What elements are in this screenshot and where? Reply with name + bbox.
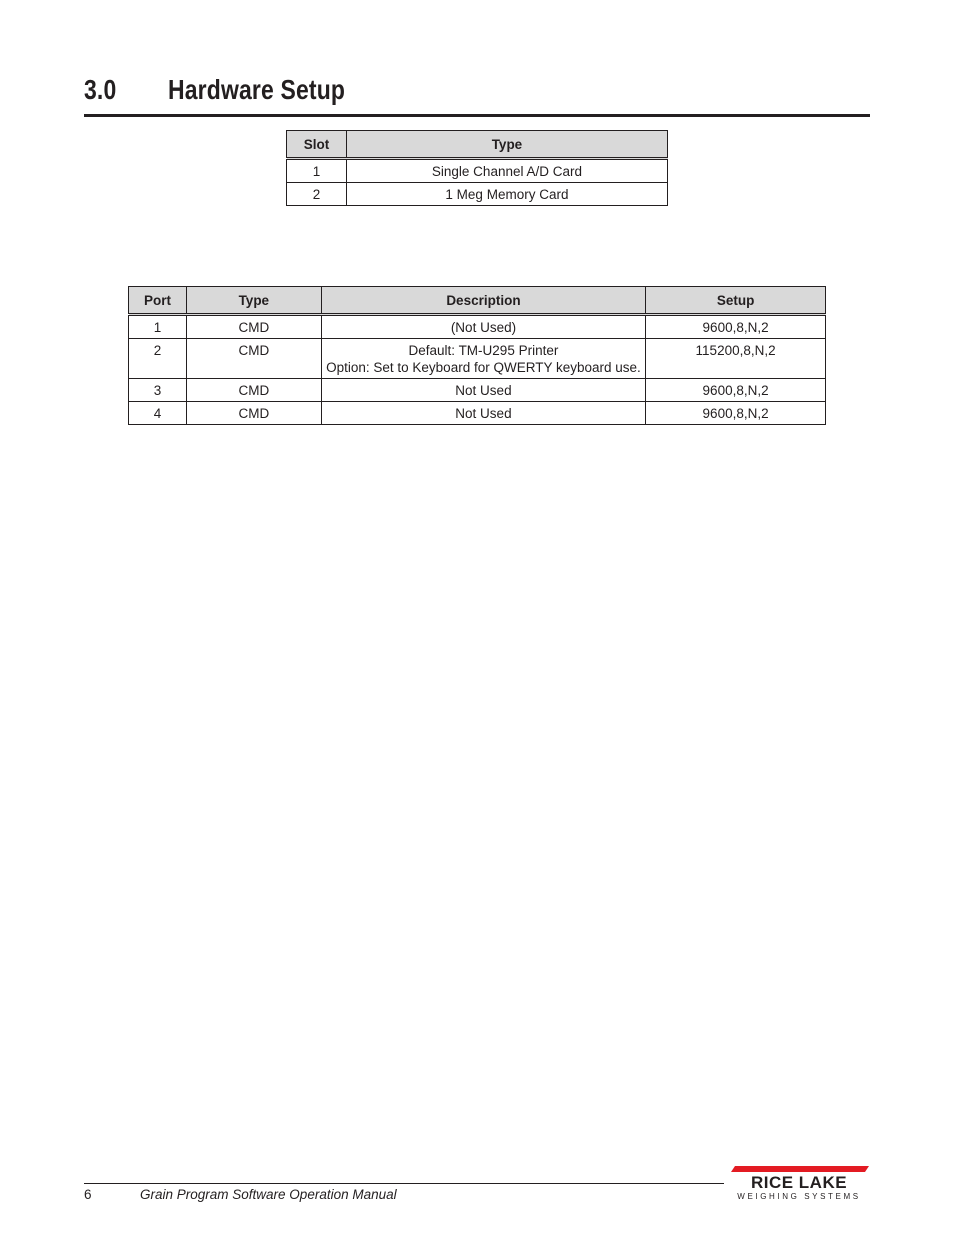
description-cell: Not Used [321,379,645,402]
column-header-slot: Slot [287,131,347,159]
table-row [129,379,826,402]
setup-cell: 9600,8,N,2 [646,315,826,339]
type-cell: CMD [186,379,321,402]
table-row [129,402,826,425]
description-line: Option: Set to Keyboard for QWERTY keyboard use. [326,360,641,375]
description-cell: Not Used [321,402,645,425]
type-cell: CMD [186,402,321,425]
manual-title: Grain Program Software Operation Manual [140,1187,397,1202]
slot-table [286,130,668,206]
description-cell: (Not Used) [321,315,645,339]
column-header-setup: Setup [646,287,826,315]
type-cell: CMD [186,339,321,379]
logo-tagline: WEIGHING SYSTEMS [737,1192,861,1201]
slot-cell: 2 [287,183,347,206]
table-row [287,159,668,183]
type-cell: Single Channel A/D Card [346,159,667,183]
section-heading [84,70,870,117]
section-number: 3.0 [84,74,117,105]
rice-lake-logo [729,1166,869,1202]
setup-cell: 9600,8,N,2 [646,402,826,425]
footer-divider [84,1183,724,1184]
slot-cell: 1 [287,159,347,183]
description-line: Default: TM-U295 Printer [408,343,559,358]
table-row [287,183,668,206]
table-row [129,315,826,339]
type-cell: 1 Meg Memory Card [346,183,667,206]
column-header-type: Type [186,287,321,315]
setup-cell: 9600,8,N,2 [646,379,826,402]
logo-wordmark: RICE LAKE [750,1173,848,1192]
port-cell: 3 [129,379,187,402]
section-title: Hardware Setup [168,74,346,105]
table-header-row [129,287,826,315]
type-cell: CMD [186,315,321,339]
port-cell: 1 [129,315,187,339]
port-cell: 4 [129,402,187,425]
table-row [129,339,826,379]
table-header-row [287,131,668,159]
port-table [128,286,826,425]
page-number: 6 [84,1187,92,1202]
column-header-description: Description [321,287,645,315]
column-header-type: Type [346,131,667,159]
port-cell: 2 [129,339,187,379]
column-header-port: Port [129,287,187,315]
description-cell [321,339,645,379]
setup-cell: 115200,8,N,2 [646,339,826,379]
